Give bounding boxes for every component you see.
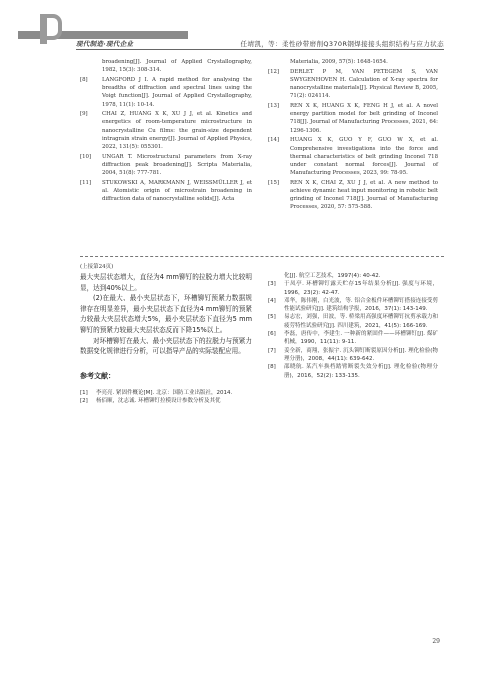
references-bottom-left-list [80, 389, 252, 406]
reference-number: [8] [268, 364, 276, 371]
reference-item [80, 389, 252, 397]
reference-text: 邵晓航. 某汽车换档踏臂断裂失效分析[J]. 理化检验(物理分册)，2016，52(2): 133-135. [284, 364, 438, 379]
reference-text: 姜全新，商翔，张振宇. 沉头铆钉断裂原因分析[J]. 理化检验(物理分册)，2008，44(11): 639-642. [284, 347, 438, 362]
reference-number: [1] [80, 389, 88, 396]
reference-item [80, 110, 252, 151]
reference-item [268, 347, 438, 364]
reference-number: [7] [268, 347, 276, 354]
reference-text: Materialia, 2009, 57(5): 1648-1654. [290, 59, 388, 65]
reference-item [268, 313, 438, 330]
reference-number: [11] [80, 179, 92, 186]
reference-text: 易志宏，刘强，田波，等. 桥梁用高强度环槽铆钉抗剪承载力和疲劳特性试验研究[J]. 四川建筑，2021，41(5): 166-169. [284, 314, 438, 329]
journal-name: 现代制造·现代企业 [76, 40, 134, 48]
reference-item [268, 363, 438, 380]
body-paragraph: (2)在最大、最小夹层状态下，环槽铆钉预紧力数据规律存在明显差异，最小夹层状态下直径为4 mm铆钉的预紧力较最大夹层状态增大5%，最小夹层状态下直径为5 mm铆钉的预紧力较最大夹层状态反而下降15%以上。 [80, 294, 252, 334]
reference-item [80, 153, 252, 178]
reference-item [268, 280, 438, 297]
body-text [80, 272, 252, 357]
reference-number: [8] [80, 76, 88, 83]
reference-text: 于凤亭. 环槽铆钉露天贮存15年结果分析[J]. 强度与环境，1996，23(2): 42-47. [284, 281, 438, 296]
references-top-right-column [268, 58, 438, 213]
reference-number: [4] [268, 297, 276, 304]
reference-text: DERLET P M, VAN PETEGEM S, VAN SWYGENHOVEN H. Calculation of X-ray spectra for nanocrystalline materials[J]. Physical Review B, 2005, 71(2): 024114. [290, 68, 438, 100]
body-left-column [80, 272, 252, 405]
reference-item [268, 136, 438, 177]
reference-item [268, 179, 438, 212]
reference-number: [15] [268, 179, 280, 186]
reference-item [80, 76, 252, 109]
reference-text: CHAI Z, HUANG X K, XU J J, et al. Kinetics and energetics of room-temperature microstructure in nanocrystalline Cu films: the grain-size dependent intragrain strain energy[J]. Journal of Applied Physics, 2022, 131(5): 055301. [102, 111, 252, 151]
reference-item [268, 330, 438, 347]
section-separator [80, 256, 444, 257]
reference-item [268, 297, 438, 314]
reference-number: [6] [268, 331, 276, 338]
references-heading: 参考文献： [80, 371, 115, 380]
reference-text: HUANG X K, GUO Y F, GUO W X, et al. Comprehensive investigations into the force and thermal characteristics of belt grinding Inconel 718 under constant normal forces[J]. Journal of Manufacturing Processes, 2023, 99: 78-95. [290, 137, 438, 177]
reference-number: [13] [268, 103, 280, 110]
reference-text: broadening[J]. Journal of Applied Crystallography, 1982, 15(3): 308-314. [102, 59, 252, 74]
reference-text: 杨佰顺，沈志诚. 环槽铆钉拉模设计参数分析及其优 [96, 398, 221, 405]
reference-item [80, 58, 252, 74]
reference-text: REN X K, CHAI Z, XU J J, et al. A new method to achieve dynamic heat input monitoring in robotic belt grinding of Inconel 718[J]. Journal of Manufacturing Processes, 2020, 57: 575-588. [290, 179, 438, 211]
continuation-note: (上接第24页) [80, 264, 114, 270]
reference-number: [10] [80, 153, 92, 160]
references-bottom-right-column [268, 272, 438, 380]
reference-text: 李磊，唐传中，李建生. 一种新的紧固件——环槽铆钉[J]. 煤矿机械，1990，11(11): 9-11. [284, 331, 438, 346]
reference-number: [5] [268, 314, 276, 321]
reference-item [268, 58, 438, 66]
reference-item [268, 272, 438, 280]
reference-item [268, 102, 438, 135]
reference-item [268, 68, 438, 101]
reference-text: REN X K, HUANG X K, FENG H J, et al. A novel energy partition model for belt grinding of Inconel 718[J]. Journal of Manufacturing Processes, 2021, 64: 1296-1306. [290, 103, 438, 134]
reference-item [80, 397, 252, 405]
page-number: 29 [432, 638, 440, 645]
reference-number: [2] [80, 398, 88, 405]
journal-logo-stem [40, 14, 47, 44]
reference-number: [14] [268, 137, 280, 144]
reference-text: LANGFORD J I. A rapid method for analysing the breadths of diffraction and spectral lines using the Voigt function[J]. Journal of Applied Crystallography, 1978, 11(1): 10-14. [102, 76, 252, 108]
reference-number: [3] [268, 281, 276, 288]
references-top-left-column [80, 58, 252, 205]
reference-text: STUKOWSKI A, MARKMANN J, WEISSMÜLLER J, et al. Atomistic origin of microstrain broadening in diffraction data of nanocrystalline solids[J]. Acta [102, 179, 252, 203]
reference-text: UNGAR T. Microstructural parameters from X-ray diffraction peak broadening[J]. Scripta Materialia, 2004, 51(8): 777-781. [102, 153, 252, 177]
page-header [0, 0, 480, 48]
running-head: 任靖凯，等：柔性砂带磨削Q370R钢焊接接头组织结构与应力状态 [240, 40, 444, 48]
reference-number: [12] [268, 68, 280, 75]
reference-number: [9] [80, 111, 88, 118]
reference-item [80, 179, 252, 204]
reference-text: 化[J]. 航空工艺技术，1997(4): 40-42. [284, 273, 381, 279]
body-paragraph: 最大夹层状态增大，直径为4 mm铆钉的拉脱力增大比较明显，达到40%以上。 [80, 273, 252, 292]
body-paragraph: 对环槽铆钉在最大、最小夹层状态下的拉脱力与预紧力数据变化规律进行分析，可以指导产品的实际装配应用。 [80, 336, 252, 356]
header-rule [76, 49, 444, 50]
reference-text: 邓华，陈伟刚，白光波，等. 铝合金板件环槽铆钉搭接连接受剪性能试验研究[J]. 建筑结构学报，2016，37(1): 143-149. [284, 297, 438, 313]
reference-text: 李亮亮. 紧固件概论[M]. 北京：国防工业出版社，2014. [96, 389, 233, 396]
